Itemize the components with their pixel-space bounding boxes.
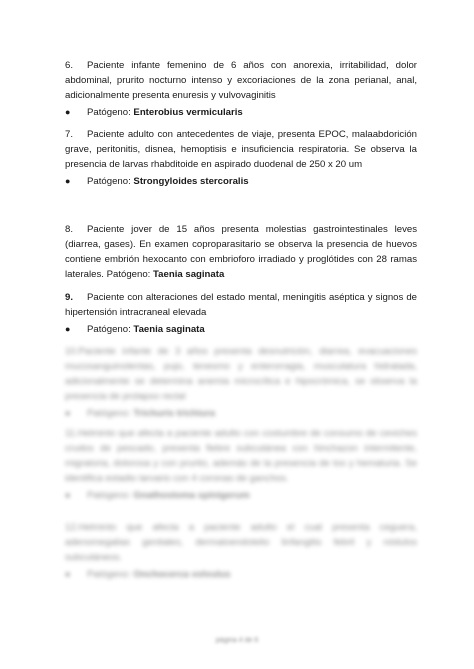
question-text: Paciente con alteraciones del estado mental, meningitis aséptica y signos de hipertensión intracraneal elevada bbox=[65, 292, 417, 318]
question-number: 9. bbox=[65, 292, 74, 303]
blurred-question-12 bbox=[65, 520, 417, 582]
bullet-icon: ● bbox=[65, 569, 71, 579]
page-footer: página 4 de 6 bbox=[215, 637, 259, 644]
question-text: 12.Helminto que afecta a paciente adulto el cual presenta ceguera, adenomegalias genitales, dermatoendotelio linfangitis febril y nódulos subcutáneos. bbox=[65, 522, 417, 563]
question-text: 10.Paciente infante de 3 años presenta desnutrición, diarrea, evacuaciones mucosanguinolentas, pujo, tenesmo y enterorragia, musculatura hidratada, adicionalmente se determina anemia microcítica e hipocrómica, se observa la presencia de prolapso rectal bbox=[65, 346, 417, 402]
pathogen-line bbox=[65, 488, 417, 503]
question-text: 11.Helminto que afecta a paciente adulto con costumbre de consumo de ceviches crudos de pescado, presenta fiebre subcutánea con hinchazon intermitente, migratoria, dolorosa y con prurito, además de la presencia de tos y hematuria. Se identifica estadio larvario con 4 coronas de ganchos. bbox=[65, 428, 417, 484]
bullet-icon: ● bbox=[65, 107, 71, 117]
bullet-icon: ● bbox=[65, 490, 71, 500]
pathogen-label: Patógeno: bbox=[87, 107, 131, 118]
bullet-icon: ● bbox=[65, 324, 71, 334]
pathogen-line bbox=[65, 174, 417, 189]
pathogen-name: Trichuris trichiura bbox=[133, 408, 215, 419]
pathogen-line bbox=[65, 105, 417, 120]
question-8 bbox=[65, 222, 417, 282]
pathogen-name: Taenia saginata bbox=[153, 269, 225, 280]
pathogen-line bbox=[65, 406, 417, 421]
question-number: 8. bbox=[65, 224, 74, 235]
pathogen-line bbox=[65, 322, 417, 337]
bullet-icon: ● bbox=[65, 408, 71, 418]
pathogen-name: Onchocerca volvulus bbox=[133, 569, 231, 580]
question-text: Paciente infante femenino de 6 años con anorexia, irritabilidad, dolor abdominal, prurito nocturno intenso y excoriaciones de la zona perianal, anal, adicionalmente presenta enuresis y vulvovaginitis bbox=[65, 60, 417, 101]
pathogen-name: Enterobius vermicularis bbox=[133, 107, 243, 118]
question-number: 6. bbox=[65, 60, 74, 71]
question-9 bbox=[65, 290, 417, 337]
question-6 bbox=[65, 58, 417, 120]
blurred-question-10 bbox=[65, 344, 417, 421]
pathogen-label: Patógeno: bbox=[87, 490, 131, 501]
question-text: Paciente adulto con antecedentes de viaje, presenta EPOC, malaabdorición grave, peritonitis, disnea, hemoptisis e insuficiencia respiratoria. Se observa la presencia de larvas rhabditoide en aspirado duodenal de 250 x 20 um bbox=[65, 129, 417, 170]
pathogen-name: Taenia saginata bbox=[133, 324, 205, 335]
question-number: 7. bbox=[65, 129, 74, 140]
question-text: Paciente jover de 15 años presenta molestias gastrointestinales leves (diarrea, gases). En examen coproparasitario se observa la presencia de huevos contiene embrión hexocanto con embrioforo irradiado y proglótides con 28 ramas laterales. Patógeno: bbox=[65, 224, 417, 280]
pathogen-line bbox=[65, 567, 417, 582]
pathogen-label: Patógeno: bbox=[87, 408, 131, 419]
pathogen-label: Patógeno: bbox=[87, 569, 131, 580]
pathogen-label: Patógeno: bbox=[87, 324, 131, 335]
blurred-question-11 bbox=[65, 426, 417, 503]
pathogen-label: Patógeno: bbox=[87, 176, 131, 187]
bullet-icon: ● bbox=[65, 176, 71, 186]
question-7 bbox=[65, 127, 417, 189]
pathogen-name: Strongyloides stercoralis bbox=[133, 176, 249, 187]
pathogen-name: Gnathostoma spinigerum bbox=[133, 490, 250, 501]
